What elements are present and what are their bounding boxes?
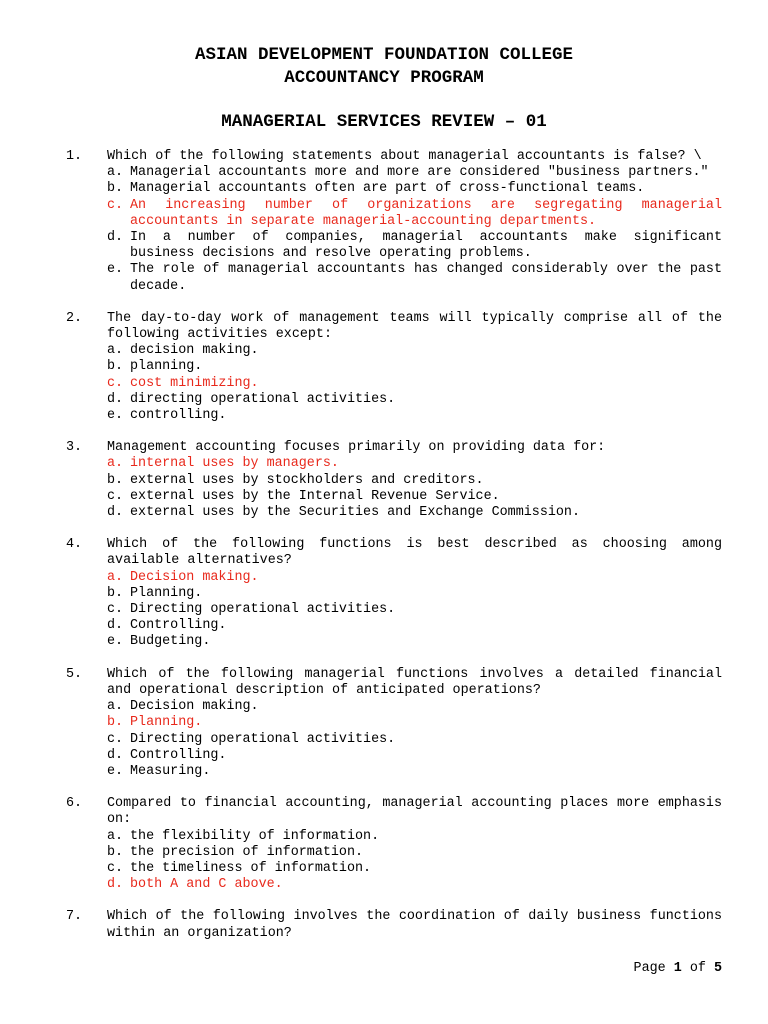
choice-letter: d. xyxy=(107,230,124,246)
answer-choice-correct xyxy=(107,456,722,472)
choice-text: Decision making. xyxy=(130,569,259,585)
question-body xyxy=(107,909,722,941)
choice-letter: a. xyxy=(107,165,124,181)
total-pages-number: 5 xyxy=(713,961,722,976)
question-text: Which of the following involves the coordination of daily business functions within an organization? xyxy=(107,909,722,941)
choice-text: planning. xyxy=(130,359,203,375)
choice-letter: e. xyxy=(107,763,124,779)
question-text: Compared to financial accounting, managerial accounting places more emphasis on: xyxy=(107,796,722,828)
answer-choice xyxy=(107,230,722,262)
answer-choice xyxy=(107,634,722,650)
question-item xyxy=(66,311,722,424)
question-body xyxy=(107,311,722,424)
choice-text: external uses by the Internal Revenue Service. xyxy=(130,488,500,504)
answer-choice xyxy=(107,343,722,359)
answer-choice xyxy=(107,618,722,634)
answer-choice xyxy=(107,748,722,764)
choice-letter: e. xyxy=(107,634,124,650)
choice-letter: c. xyxy=(107,731,124,747)
answer-choice xyxy=(107,473,722,489)
question-body xyxy=(107,537,722,650)
choice-text: the flexibility of information. xyxy=(130,828,380,844)
choice-text: the timeliness of information. xyxy=(130,860,372,876)
choice-text: cost minimizing. xyxy=(130,375,259,391)
answer-choice-correct xyxy=(107,570,722,586)
choice-text: Directing operational activities. xyxy=(130,731,396,747)
choice-text: the precision of information. xyxy=(130,844,364,860)
question-list xyxy=(66,149,722,958)
choice-letter: a. xyxy=(107,699,124,715)
answer-choice xyxy=(107,764,722,780)
choice-letter: c. xyxy=(107,488,124,504)
choice-letter: d. xyxy=(107,391,124,407)
answer-choice xyxy=(107,829,722,845)
answer-choice xyxy=(107,586,722,602)
answer-choice xyxy=(107,861,722,877)
choice-letter: c. xyxy=(107,602,124,618)
choice-text: The role of managerial accountants has changed considerably over the past decade. xyxy=(130,262,722,294)
question-number: 6. xyxy=(66,796,83,812)
choice-letter: d. xyxy=(107,877,124,893)
answer-choice-correct xyxy=(107,198,722,230)
answer-choice-correct xyxy=(107,715,722,731)
document-title: MANAGERIAL SERVICES REVIEW – 01 xyxy=(221,112,547,132)
choice-letter: b. xyxy=(107,359,124,375)
answer-choice xyxy=(107,181,722,197)
question-number: 1. xyxy=(66,149,83,164)
choice-letter: c. xyxy=(107,197,124,213)
question-item xyxy=(66,537,722,650)
choice-letter: d. xyxy=(107,618,124,634)
choice-letter: e. xyxy=(107,408,124,424)
choice-letter: b. xyxy=(107,472,124,488)
choice-letter: d. xyxy=(107,747,124,763)
choice-letter: a. xyxy=(107,343,124,359)
choice-text: directing operational activities. xyxy=(130,391,396,407)
choice-letter: b. xyxy=(107,715,124,731)
choice-text: external uses by stockholders and creditors. xyxy=(130,472,484,488)
question-number: 4. xyxy=(66,537,83,553)
choice-letter: d. xyxy=(107,505,124,521)
choice-text: controlling. xyxy=(130,408,227,424)
answer-choice xyxy=(107,408,722,424)
answer-choice xyxy=(107,165,722,181)
answer-choice xyxy=(107,845,722,861)
choice-letter: b. xyxy=(107,844,124,860)
question-text: Which of the following statements about managerial accountants is false? \ xyxy=(107,149,702,164)
choice-text: Decision making. xyxy=(130,699,259,715)
page-label: Page xyxy=(633,961,666,976)
answer-choice xyxy=(107,359,722,375)
question-item xyxy=(66,440,722,521)
choice-text: both A and C above. xyxy=(130,877,283,893)
choice-letter: c. xyxy=(107,375,124,391)
choice-letter: a. xyxy=(107,569,124,585)
choice-text: Planning. xyxy=(130,585,203,601)
question-item xyxy=(66,909,722,941)
choice-text: Measuring. xyxy=(130,763,211,779)
choice-letter: b. xyxy=(107,181,124,197)
document-header xyxy=(0,44,768,90)
choice-text: Managerial accountants often are part of cross-functional teams. xyxy=(130,181,645,197)
choice-text: In a number of companies, managerial accountants make significant business decisions and resolve operating problems. xyxy=(130,230,722,262)
page-of-label: of xyxy=(689,961,706,976)
question-text: Management accounting focuses primarily on providing data for: xyxy=(107,440,606,456)
current-page-number: 1 xyxy=(673,961,682,976)
choice-text: Controlling. xyxy=(130,618,227,634)
question-item xyxy=(66,667,722,780)
answer-choice xyxy=(107,699,722,715)
choice-text: Budgeting. xyxy=(130,634,211,650)
choice-letter: a. xyxy=(107,828,124,844)
answer-choice xyxy=(107,602,722,618)
question-item xyxy=(66,149,722,295)
question-number: 5. xyxy=(66,666,83,682)
answer-choice xyxy=(107,489,722,505)
answer-choice-correct xyxy=(107,376,722,392)
question-number: 3. xyxy=(66,440,83,456)
answer-choice-correct xyxy=(107,877,722,893)
answer-choice xyxy=(107,732,722,748)
choice-text: external uses by the Securities and Exchange Commission. xyxy=(130,505,580,521)
program-name: ACCOUNTANCY PROGRAM xyxy=(284,68,484,88)
question-text: Which of the following functions is best described as choosing among available alternatives? xyxy=(107,537,722,569)
page-footer xyxy=(634,961,722,977)
question-body xyxy=(107,796,722,893)
college-name: ASIAN DEVELOPMENT FOUNDATION COLLEGE xyxy=(194,45,574,65)
question-text: The day-to-day work of management teams will typically comprise all of the following activities except: xyxy=(107,310,722,343)
choice-text: Directing operational activities. xyxy=(130,602,396,618)
question-number: 7. xyxy=(66,909,83,925)
answer-choice xyxy=(107,262,722,294)
question-item xyxy=(66,796,722,893)
choice-letter: e. xyxy=(107,262,124,278)
choice-text: decision making. xyxy=(130,343,259,359)
choice-text: Planning. xyxy=(130,715,203,731)
choice-text: internal uses by managers. xyxy=(130,456,339,472)
choice-letter: b. xyxy=(107,585,124,601)
question-body xyxy=(107,149,722,295)
question-number: 2. xyxy=(66,310,83,326)
answer-choice xyxy=(107,505,722,521)
question-body xyxy=(107,440,722,521)
choice-text: Controlling. xyxy=(130,747,227,763)
question-body xyxy=(107,667,722,780)
choice-letter: a. xyxy=(107,456,124,472)
choice-text: Managerial accountants more and more are considered "business partners." xyxy=(130,165,709,181)
choice-text: An increasing number of organizations are segregating managerial accountants in separate managerial-accounting departments. xyxy=(130,197,722,229)
question-text: Which of the following managerial functions involves a detailed financial and operational description of anticipated operations? xyxy=(107,666,722,698)
choice-letter: c. xyxy=(107,860,124,876)
answer-choice xyxy=(107,392,722,408)
